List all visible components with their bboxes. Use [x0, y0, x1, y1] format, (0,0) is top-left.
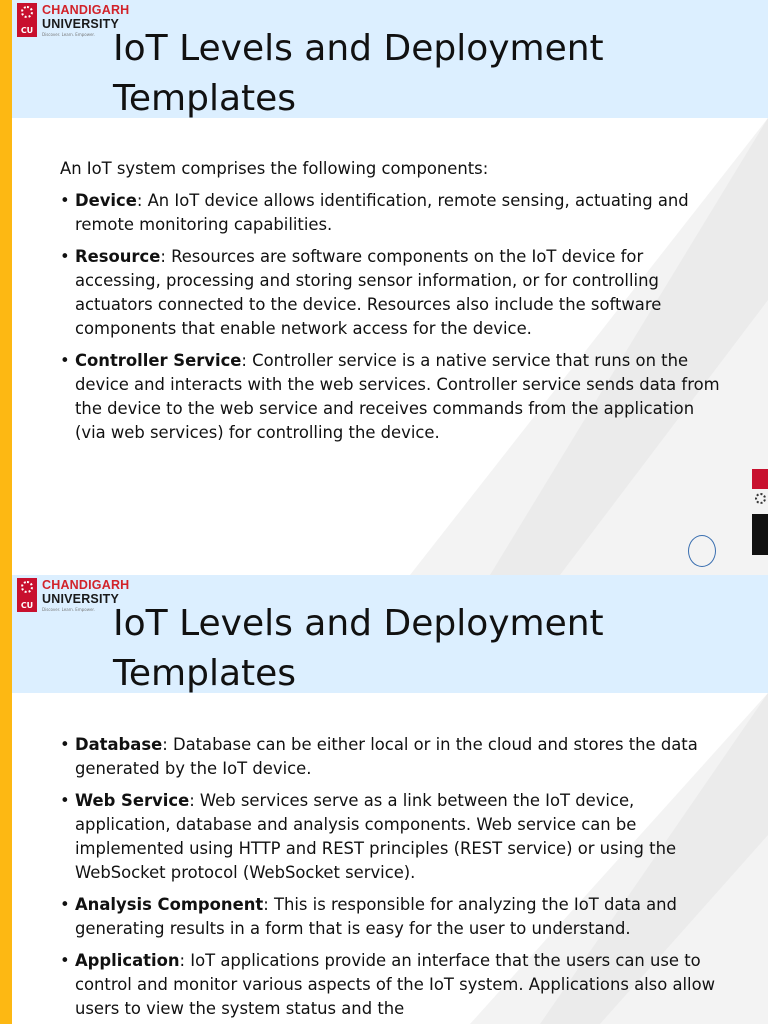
slide-body — [60, 733, 724, 1024]
logo-line-2: UNIVERSITY — [42, 592, 120, 606]
term-description: : Database can be either local or in the cloud and stores the data generated by the IoT device. — [75, 735, 698, 778]
term-label: Controller Service — [75, 351, 242, 370]
circle-button[interactable] — [688, 535, 716, 567]
left-accent-stripe — [0, 575, 12, 1024]
logo-tagline: Discover. Learn. Empower. — [42, 32, 95, 37]
bullet: • — [60, 791, 70, 810]
edge-gear-icon — [755, 493, 766, 504]
logo-mark-text: CU — [20, 26, 34, 35]
university-seal-icon — [17, 578, 37, 612]
bullet: • — [60, 247, 70, 266]
term-description: : This is responsible for analyzing the IoT data and generating results in a form that is easy for the user to understand. — [75, 895, 677, 938]
logo-line-1: CHANDIGARH — [42, 3, 130, 17]
list-item — [60, 245, 724, 341]
left-accent-stripe — [0, 0, 12, 575]
term-description: : Web services serve as a link between the IoT device, application, database and analysis components. Web service can be implemented using HTTP and REST principles (REST service) or using the WebSocket protocol (WebSocket service). — [75, 791, 677, 882]
list-item — [60, 949, 724, 1021]
term-description: : IoT applications provide an interface that the users can use to control and monitor various aspects of the IoT system. Applications also allow users to view the system status and the — [75, 951, 716, 1018]
slide-body — [60, 157, 724, 453]
bullet: • — [60, 895, 70, 914]
term-label: Device — [75, 191, 137, 210]
term-label: Analysis Component — [75, 895, 264, 914]
list-item — [60, 349, 724, 445]
logo-tagline: Discover. Learn. Empower. — [42, 607, 95, 612]
bullet: • — [60, 351, 70, 370]
list-item — [60, 789, 724, 885]
list-item — [60, 733, 724, 781]
university-logo — [17, 3, 130, 43]
slide-2 — [0, 575, 768, 1024]
term-label: Application — [75, 951, 180, 970]
slide-title: IoT Levels and Deployment Templates — [113, 28, 604, 119]
university-logo — [17, 578, 130, 618]
logo-line-2: UNIVERSITY — [42, 17, 120, 31]
slide-title: IoT Levels and Deployment Templates — [113, 603, 604, 694]
gear-emblem-icon — [21, 6, 33, 18]
term-description: : An IoT device allows identification, remote sensing, actuating and remote monitoring capabilities. — [75, 191, 689, 234]
term-label: Web Service — [75, 791, 190, 810]
bullet: • — [60, 735, 70, 754]
term-description: : Resources are software components on the IoT device for accessing, processing and storing sensor information, or for controlling actuators connected to the device. Resources also include the software components that enable network access for the device. — [75, 247, 662, 338]
intro-text: An IoT system comprises the following components: — [60, 159, 489, 178]
logo-line-1: CHANDIGARH — [42, 578, 130, 592]
bullet: • — [60, 951, 70, 970]
edge-red-block — [752, 469, 768, 489]
term-label: Database — [75, 735, 163, 754]
list-item — [60, 893, 724, 941]
bullet: • — [60, 191, 70, 210]
component-list — [60, 189, 724, 445]
component-list — [60, 733, 724, 1021]
list-item — [60, 189, 724, 237]
term-description: : Controller service is a native service that runs on the device and interacts with the web services. Controller service sends data from the device to the web service and receives commands from the application (via web services) for controlling the device. — [75, 351, 720, 442]
university-seal-icon — [17, 3, 37, 37]
gear-emblem-icon — [21, 581, 33, 593]
edge-dark-block — [752, 514, 768, 555]
logo-mark-text: CU — [20, 601, 34, 610]
edge-logo-strip — [752, 469, 768, 555]
term-label: Resource — [75, 247, 161, 266]
